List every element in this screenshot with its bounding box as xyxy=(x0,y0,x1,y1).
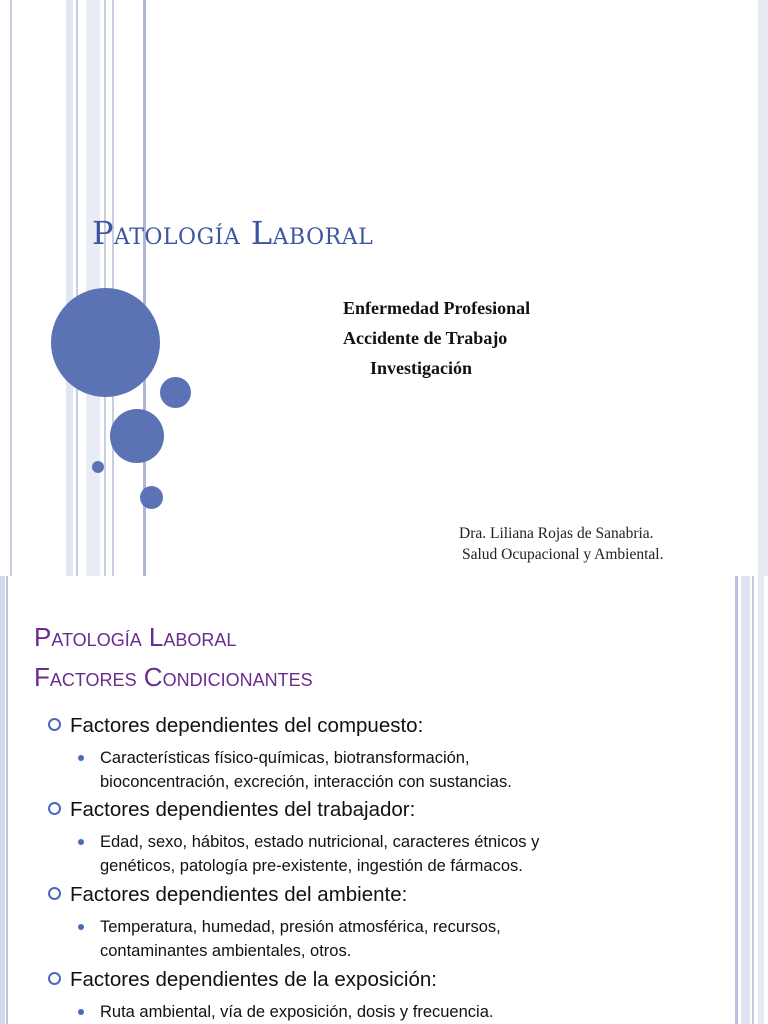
decor-stripe xyxy=(66,0,73,576)
sub-bullet-line: Ruta ambiental, vía de exposición, dosis y frecuencia. xyxy=(100,1003,494,1021)
sub-bullet-line: contaminantes ambientales, otros. xyxy=(100,942,352,960)
sub-bullet-line: Características físico-químicas, biotransformación, xyxy=(100,749,470,767)
sub-bullet-line: bioconcentración, excreción, interacción con sustancias. xyxy=(100,773,512,791)
decor-stripe xyxy=(0,576,5,1024)
decor-stripe xyxy=(76,0,78,576)
decor-circle-large xyxy=(51,288,160,397)
sub-bullet xyxy=(78,830,539,878)
ring-bullet-icon xyxy=(48,718,61,731)
decor-circle xyxy=(140,486,163,509)
content-slide xyxy=(0,576,768,1024)
slide-title-line: Patología Laboral xyxy=(34,622,237,652)
dot-bullet-icon xyxy=(78,755,84,761)
sub-bullet-line: genéticos, patología pre-existente, ingestión de fármacos. xyxy=(100,857,523,875)
ring-bullet-icon xyxy=(48,972,61,985)
author-affiliation: Salud Ocupacional y Ambiental. xyxy=(462,546,664,563)
sub-bullet xyxy=(78,746,512,794)
decor-circle xyxy=(160,377,191,408)
slide-title: Patología Laboral xyxy=(92,214,374,252)
bullet-heading: Factores dependientes del ambiente: xyxy=(70,883,408,906)
dot-bullet-icon xyxy=(78,924,84,930)
bullet-heading: Factores dependientes de la exposición: xyxy=(70,968,437,991)
ring-bullet-icon xyxy=(48,887,61,900)
decor-stripe xyxy=(758,0,768,576)
subtitle-line: Investigación xyxy=(370,358,473,378)
dot-bullet-icon xyxy=(78,1009,84,1015)
decor-stripe xyxy=(758,576,764,1024)
ring-bullet-icon xyxy=(48,802,61,815)
sub-bullet xyxy=(78,1000,493,1024)
decor-stripe xyxy=(10,0,12,576)
bullet-item xyxy=(48,798,415,822)
decor-stripe xyxy=(741,576,750,1024)
decor-circle xyxy=(110,409,164,463)
decor-circle-small xyxy=(92,461,104,473)
author-name: Dra. Liliana Rojas de Sanabria. xyxy=(459,525,654,542)
sub-bullet-line: Temperatura, humedad, presión atmosférica, recursos, xyxy=(100,918,501,936)
bullet-item xyxy=(48,714,423,738)
bullet-heading: Factores dependientes del compuesto: xyxy=(70,714,424,737)
slide-subtitle-line: Factores Condicionantes xyxy=(34,662,313,692)
bullet-item xyxy=(48,968,437,992)
bullet-item xyxy=(48,883,407,907)
subtitle-line: Enfermedad Profesional xyxy=(343,298,531,318)
decor-stripe xyxy=(6,576,8,1024)
sub-bullet-line: Edad, sexo, hábitos, estado nutricional, caracteres étnicos y xyxy=(100,833,540,851)
bullet-heading: Factores dependientes del trabajador: xyxy=(70,798,416,821)
decor-stripe xyxy=(735,576,738,1024)
sub-bullet xyxy=(78,915,501,963)
decor-stripe xyxy=(752,576,754,1024)
dot-bullet-icon xyxy=(78,839,84,845)
subtitle-line: Accidente de Trabajo xyxy=(343,328,508,348)
